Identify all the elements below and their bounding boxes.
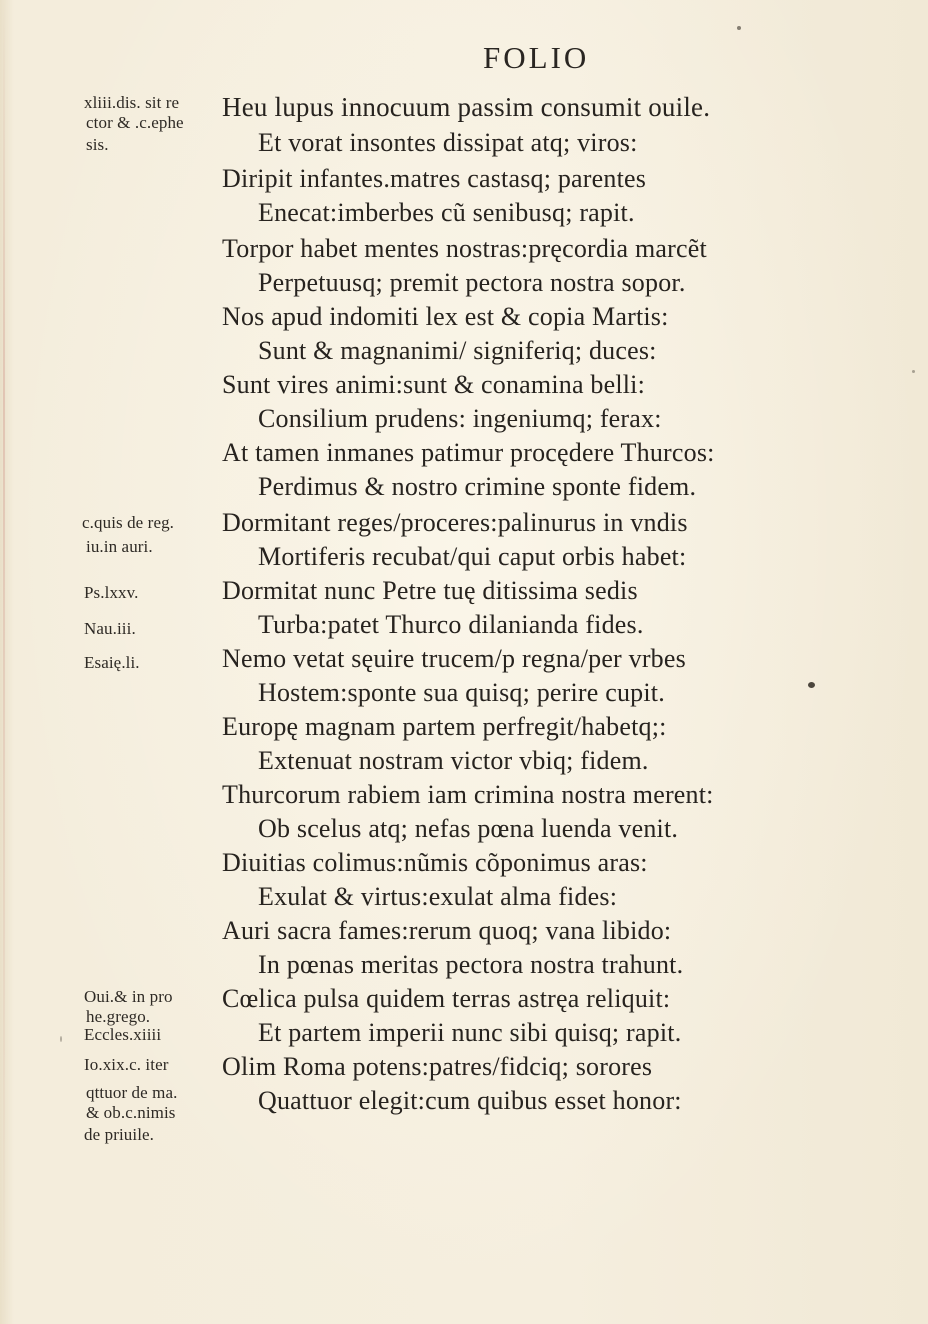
verse-line: Exulat & virtus:exulat alma fides: — [258, 882, 618, 911]
margin-note: ctor & .c.ephe — [86, 113, 184, 132]
verse-line: Ob scelus atq; nefas pœna luenda venit. — [258, 814, 679, 843]
margin-note: iu.in auri. — [86, 537, 153, 556]
verse-line: At tamen inmanes patimur procędere Thurcos: — [222, 438, 715, 467]
verse-line: Heu lupus innocuum passim consumit ouile. — [222, 92, 711, 122]
ink-speck — [60, 1036, 62, 1042]
ink-speck — [808, 682, 815, 688]
page-edge — [3, 0, 5, 1324]
verse-line: Et vorat insontes dissipat atq; viros: — [258, 128, 638, 157]
margin-note: Nau.iii. — [84, 619, 136, 638]
verse-line: Turba:patet Thurco dilanianda fides. — [258, 610, 644, 639]
margin-note: xliii.dis. sit re — [84, 93, 180, 112]
verse-line: Et partem imperii nunc sibi quisq; rapit. — [258, 1018, 682, 1047]
verse-line: Diripit infantes.matres castasq; parentes — [222, 164, 647, 193]
ink-speck — [912, 370, 915, 373]
verse-line: Nemo vetat sęuire trucem/p regna/per vrbes — [222, 644, 686, 673]
verse-line: Consilium prudens: ingeniumq; ferax: — [258, 404, 662, 433]
verse-line: Cœlica pulsa quidem terras astręa reliquit: — [222, 984, 671, 1013]
verse-line: Quattuor elegit:cum quibus esset honor: — [258, 1086, 682, 1115]
margin-note: Io.xix.c. iter — [84, 1055, 169, 1074]
verse-line: Thurcorum rabiem iam crimina nostra merent: — [222, 780, 714, 809]
verse-line: Torpor habet mentes nostras:pręcordia marcẽt — [222, 234, 707, 263]
margin-note: & ob.c.nimis — [86, 1103, 176, 1122]
verse-line: Europę magnam partem perfregit/habetq;: — [222, 712, 667, 741]
margin-note: Ps.lxxv. — [84, 583, 139, 602]
verse-line: Sunt & magnanimi/ signiferiq; duces: — [258, 336, 657, 365]
margin-note: he.grego. — [86, 1007, 151, 1026]
verse-line: Perdimus & nostro crimine sponte fidem. — [258, 472, 697, 501]
verse-line: Diuitias colimus:nũmis cõponimus aras: — [222, 848, 648, 877]
margin-note: qttuor de ma. — [86, 1083, 178, 1102]
verse-line: Nos apud indomiti lex est & copia Martis: — [222, 302, 669, 331]
verse-line: Hostem:sponte sua quisq; perire cupit. — [258, 678, 665, 707]
margin-note: Esaię.li. — [84, 653, 140, 672]
verse-line: Extenuat nostram victor vbiq; fidem. — [258, 746, 649, 775]
verse-line: Enecat:imberbes cũ senibusq; rapit. — [258, 198, 635, 227]
margin-note: Oui.& in pro — [84, 987, 173, 1006]
verse-line: Perpetuusq; premit pectora nostra sopor. — [258, 268, 686, 297]
verse-line: Sunt vires animi:sunt & conamina belli: — [222, 370, 646, 399]
ink-speck — [737, 26, 741, 30]
verse-line: In pœnas meritas pectora nostra trahunt. — [258, 950, 684, 979]
margin-note: sis. — [86, 135, 109, 154]
margin-note: c.quis de reg. — [82, 513, 175, 532]
margin-note: de priuile. — [84, 1125, 155, 1144]
verse-line: Auri sacra fames:rerum quoq; vana libido: — [222, 916, 672, 945]
verse-line: Dormitant reges/proceres:palinurus in vndis — [222, 508, 688, 537]
folio-header: FOLIO — [483, 40, 590, 75]
verse-line: Dormitat nunc Petre tuę ditissima sedis — [222, 576, 638, 605]
verse-line: Mortiferis recubat/qui caput orbis habet: — [258, 542, 687, 571]
margin-note: Eccles.xiiii — [84, 1025, 162, 1044]
verse-line: Olim Roma potens:patres/fidciq; sorores — [222, 1052, 653, 1081]
